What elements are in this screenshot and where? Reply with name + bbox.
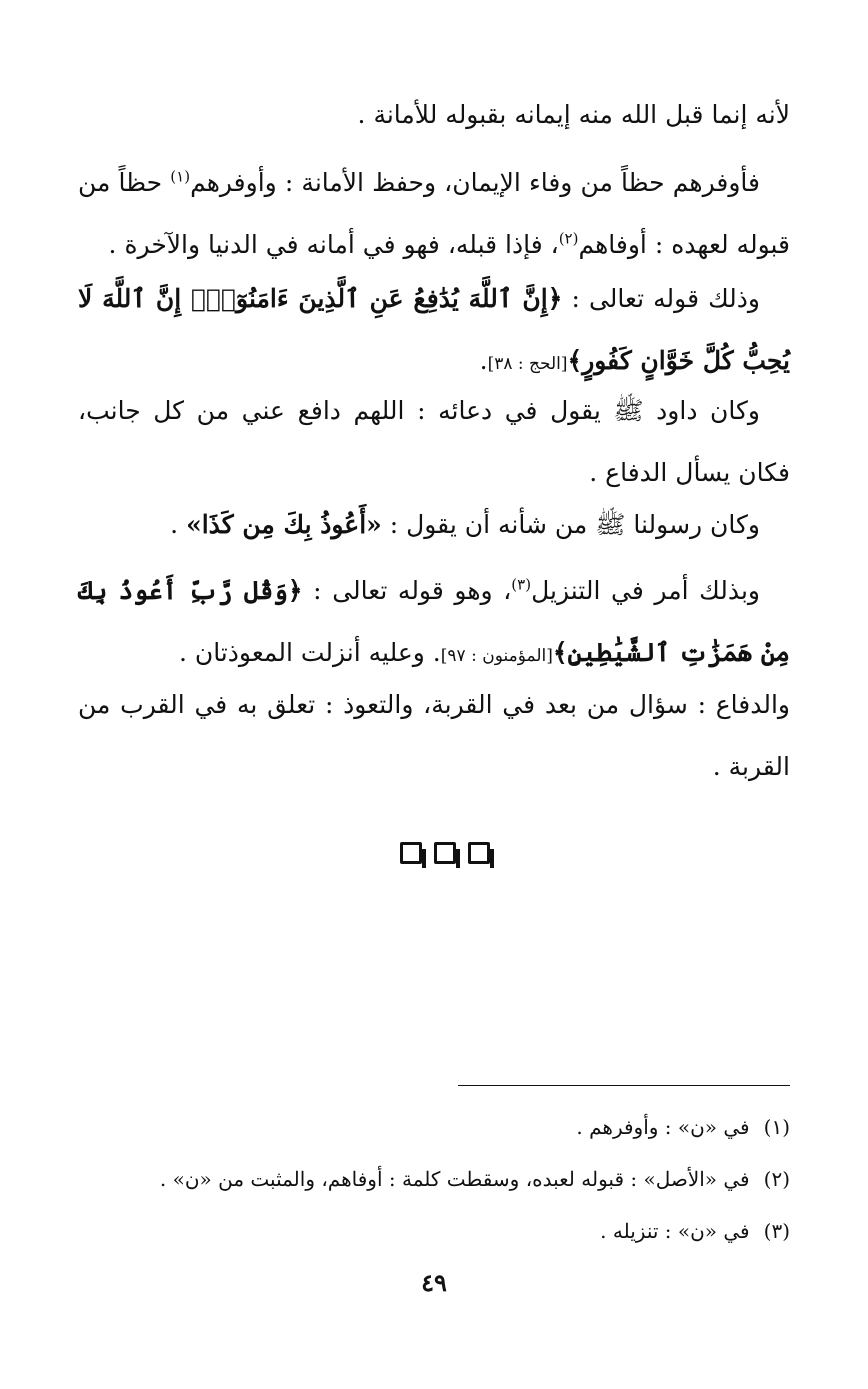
separator-square-icon [400,842,422,864]
paragraph-1 [78,84,790,146]
paragraph-2-text-b: حظاً من قبوله لعهده : أوفاهم [78,168,790,259]
footnote-ref-2[interactable]: (٢) [558,229,579,248]
paragraph-5-end: . [170,510,179,539]
paragraph-1-text: لأنه إنما قبل الله منه إيمانه بقبوله للأمانة . [357,100,790,129]
footnote-item [78,1205,790,1257]
footnote-text: في «ن» : وأوفرهم . [576,1115,750,1139]
section-separator [380,842,490,870]
footnote-number: (٣) [763,1219,790,1243]
paragraph-6-text-c: . وعليه أنزلت المعوذتان . [178,638,441,667]
separator-square-icon [468,842,490,864]
footnote-ref-3[interactable]: (٣) [511,575,532,594]
hadith-quote: «أَعُوذُ بِكَ مِن كَذَا» [186,510,382,539]
separator-square-icon [434,842,456,864]
paragraph-7 [78,674,790,798]
quran-verse-muminun-97: ﴿وَقُل رَّبِّ أَعُوذُ بِكَ مِنْ هَمَزَٰتِ ٱلشَّيَٰطِينِ﴾ [78,576,790,667]
paragraph-4 [78,380,790,504]
verse-citation-hajj: [الحج : ٣٨] [487,354,568,374]
footnotes [78,1101,790,1257]
paragraph-6 [78,560,790,687]
footnote-ref-1[interactable]: (١) [170,167,191,186]
paragraph-3 [78,268,790,395]
paragraph-3-end: . [479,346,488,375]
footnote-number: (٢) [763,1167,790,1191]
verse-citation-muminun: [المؤمنون : ٩٧] [440,646,553,666]
footnote-item [78,1101,790,1153]
paragraph-6-text-b: ، وهو قوله تعالى : [313,576,512,605]
paragraph-2-text-c: ، فإذا قبله، فهو في أمانه في الدنيا والآخرة . [108,230,559,259]
footnote-item [78,1153,790,1205]
footnote-text: في «الأصل» : قبوله لعبده، وسقطت كلمة : أوفاهم، والمثبت من «ن» . [159,1167,750,1191]
page-number: ٤٩ [421,1268,447,1297]
paragraph-6-text-a: وبذلك أمر في التنزيل [531,576,761,605]
footnote-number: (١) [763,1115,790,1139]
paragraph-2-text-a: فأوفرهم حظاً من وفاء الإيمان، وحفظ الأمانة : وأوفرهم [190,168,760,197]
paragraph-5-text-a: وكان رسولنا ﷺ من شأنه أن يقول : [389,510,760,539]
paragraph-3-text-a: وذلك قوله تعالى : [571,284,760,313]
footnote-text: في «ن» : تنزيله . [600,1219,750,1243]
paragraph-4-text: وكان داود ﷺ يقول في دعائه : اللهم دافع عني من كل جانب، فكان يسأل الدفاع . [78,396,790,487]
footnote-divider [458,1085,790,1086]
quran-verse-hajj-38: ﴿إِنَّ ٱللَّهَ يُدَٰفِعُ عَنِ ٱلَّذِينَ ءَامَنُوٓاْۗ إِنَّ ٱللَّهَ لَا يُحِبُّ كُلَّ خَوَّانٍ كَفُورٍ﴾ [78,284,790,375]
paragraph-7-text: والدفاع : سؤال من بعد في القربة، والتعوذ : تعلق به في القرب من القربة . [78,690,790,781]
paragraph-5 [78,494,790,556]
paragraph-2 [78,152,790,276]
